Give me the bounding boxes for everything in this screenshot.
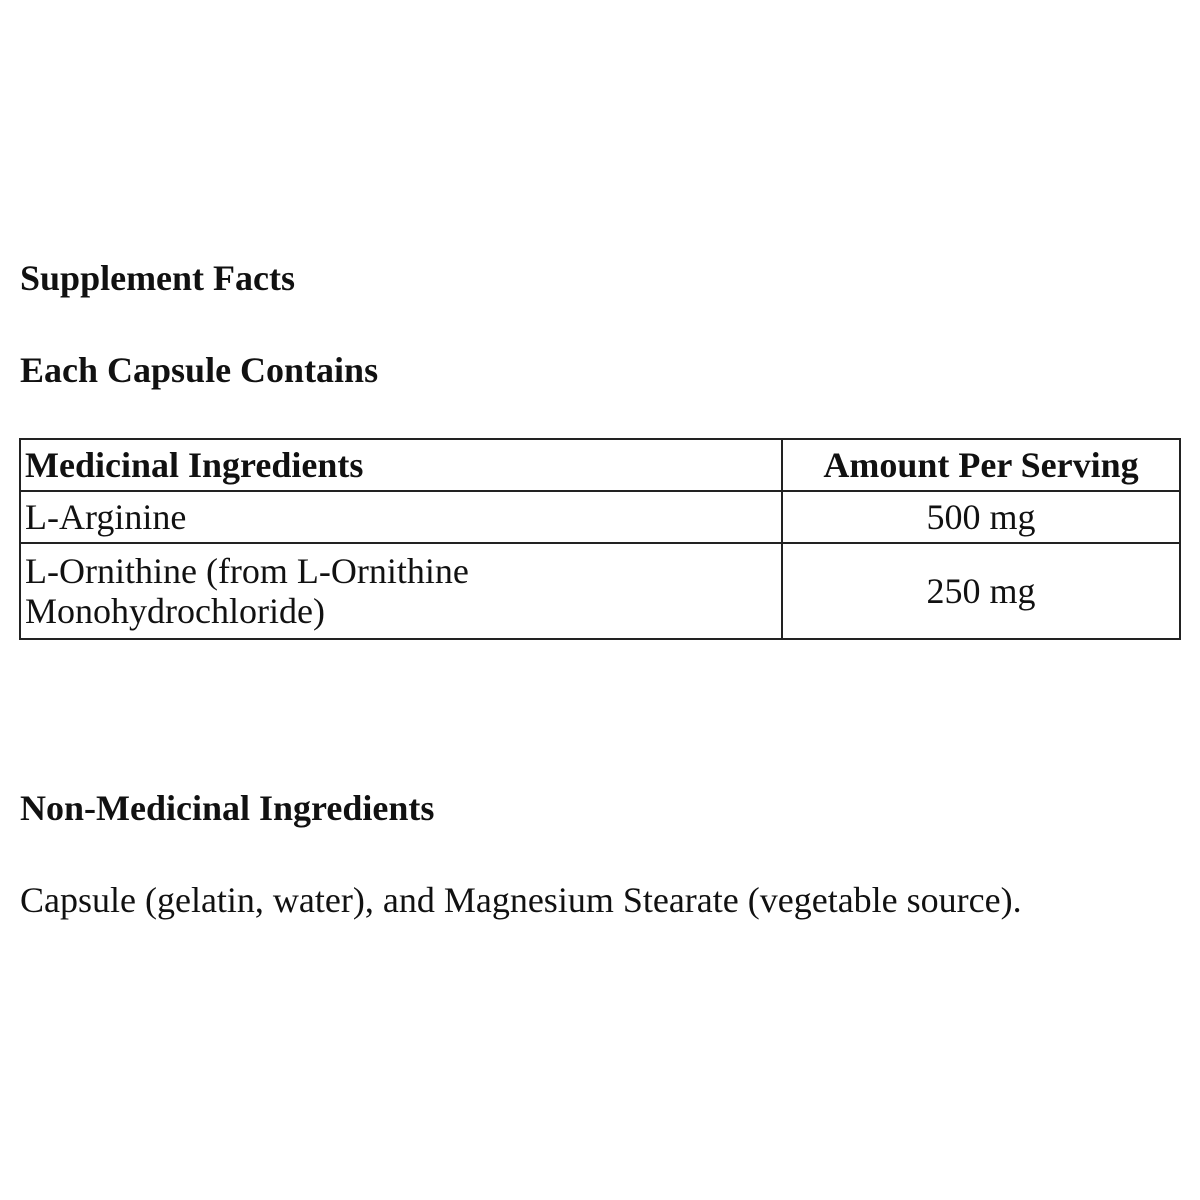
section-subtitle: Each Capsule Contains — [20, 350, 379, 390]
ingredient-cell — [20, 491, 782, 543]
non-medicinal-heading: Non-Medicinal Ingredients — [20, 788, 435, 828]
amount-cell: 250 mg — [782, 543, 1180, 639]
header-medicinal-ingredients: Medicinal Ingredients — [20, 439, 782, 491]
header-amount-per-serving: Amount Per Serving — [782, 439, 1180, 491]
ingredient-name-line-1: L-Ornithine (from L-Ornithine — [25, 551, 469, 591]
supplement-facts-table — [19, 438, 1181, 640]
table-row — [20, 543, 1180, 639]
ingredient-name-line-2: Monohydrochloride) — [25, 591, 325, 631]
table-header-row — [20, 439, 1180, 491]
non-medicinal-text: Capsule (gelatin, water), and Magnesium Stearate (vegetable source). — [20, 880, 1022, 920]
amount-cell: 500 mg — [782, 491, 1180, 543]
table-row — [20, 491, 1180, 543]
ingredient-name: L-Arginine — [25, 497, 187, 537]
page-title: Supplement Facts — [20, 258, 296, 298]
ingredient-cell — [20, 543, 782, 639]
